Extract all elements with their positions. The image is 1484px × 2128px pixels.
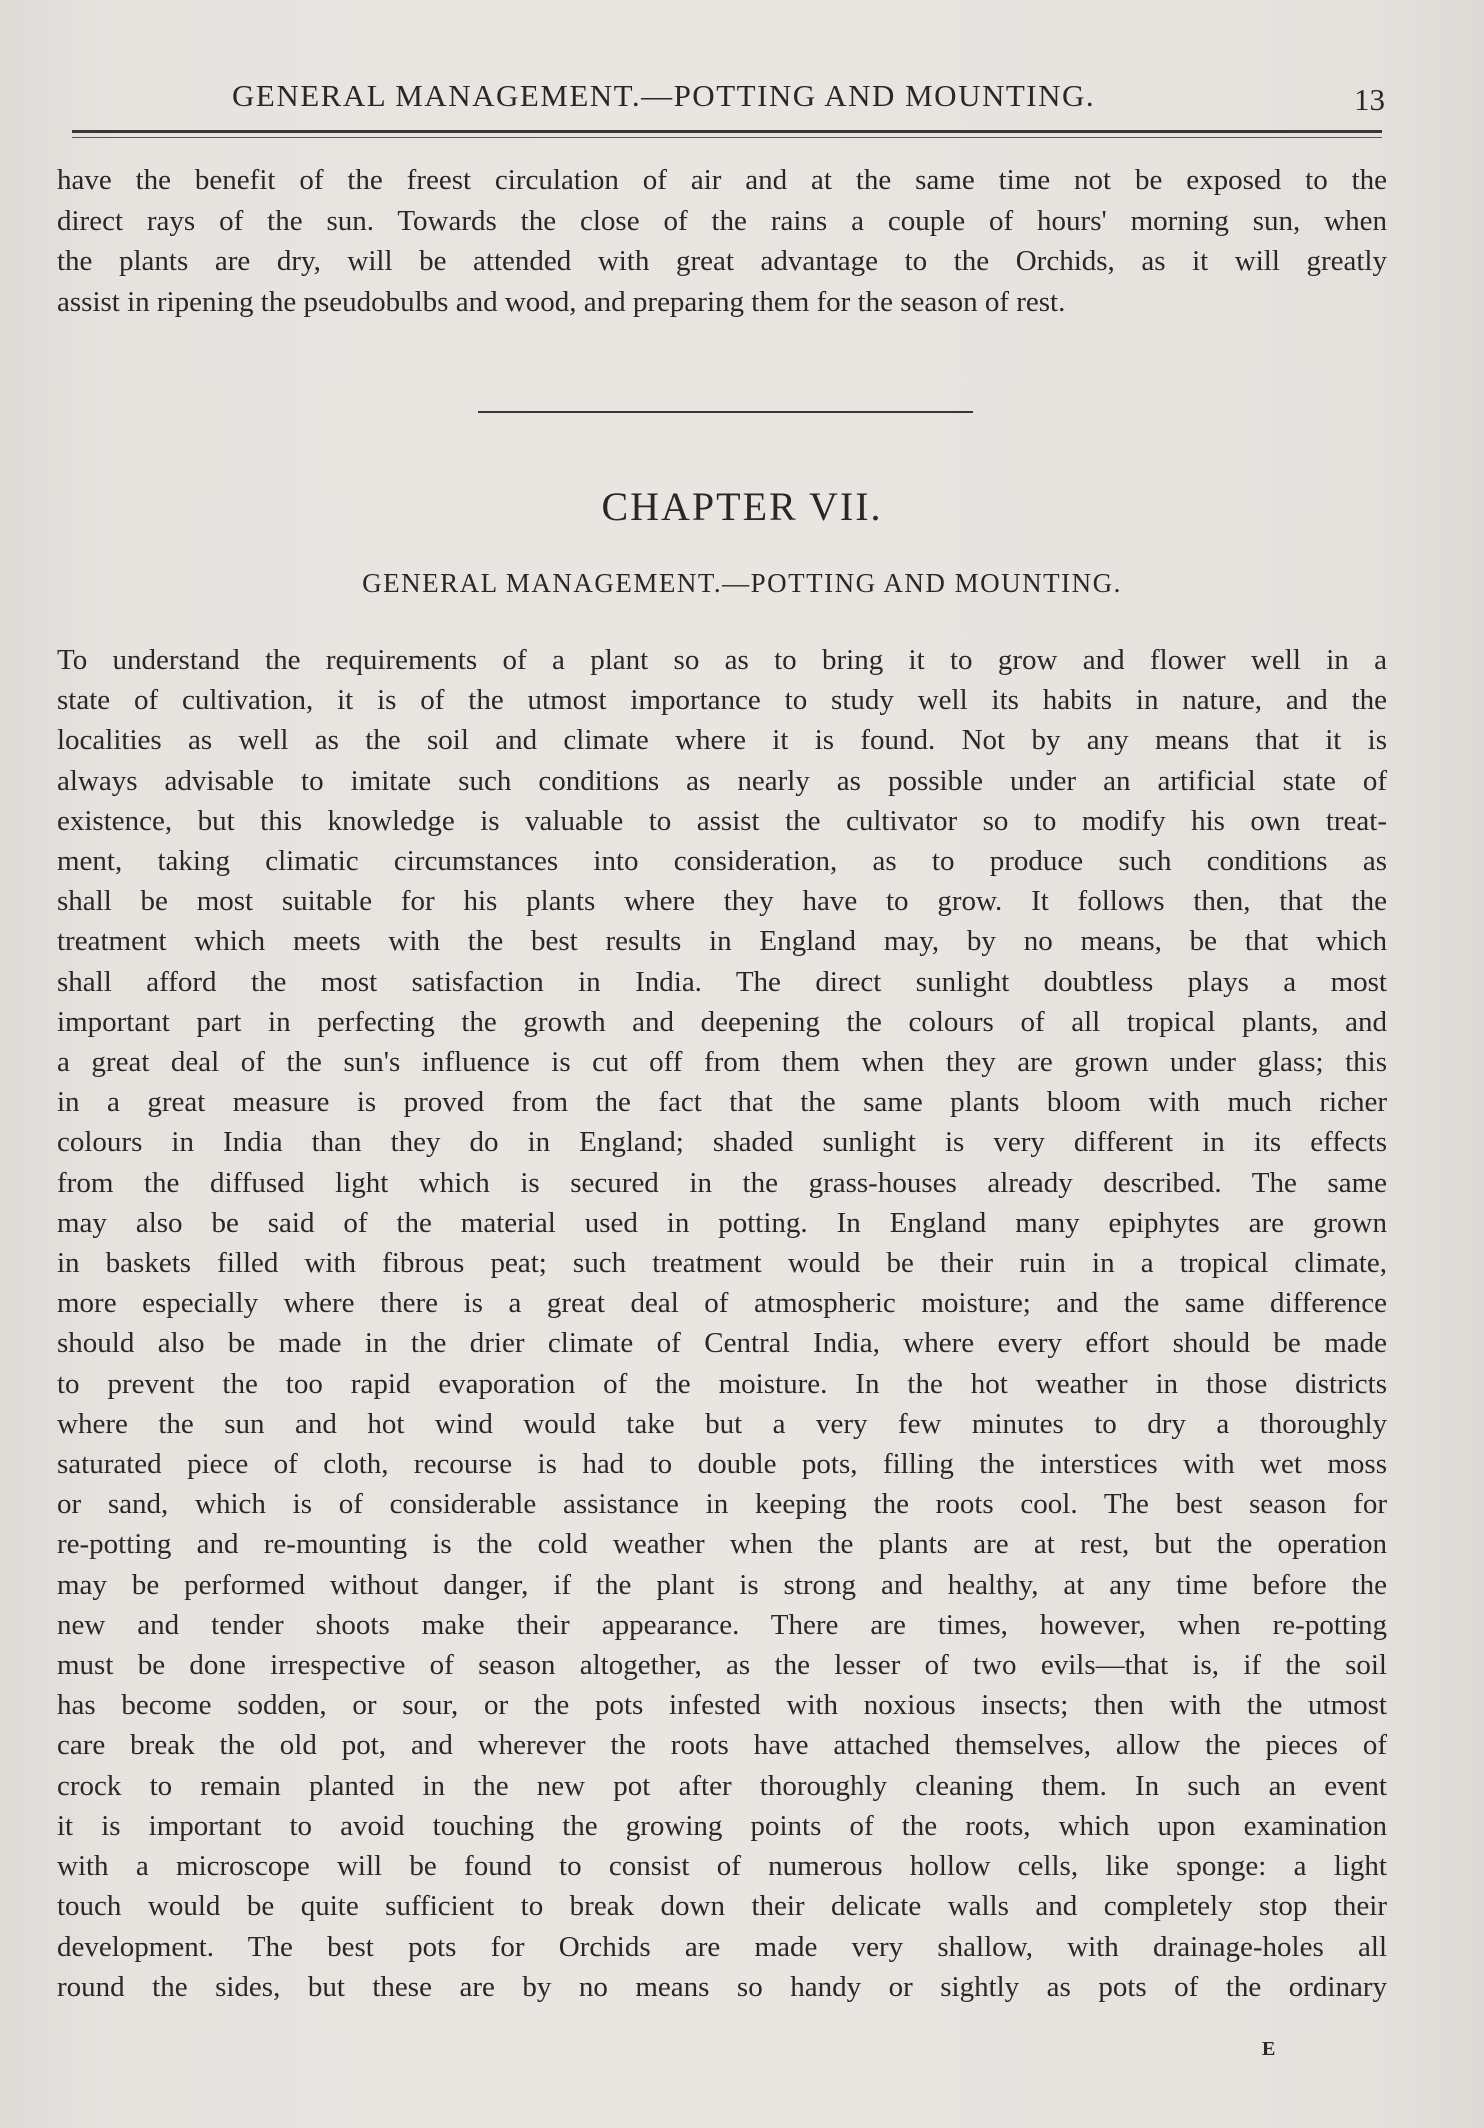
text-line: touch would be quite sufficient to break down their delicate walls and completely stop their xyxy=(57,1890,1387,1923)
text-line: round the sides, but these are by no means so handy or sightly as pots of the ordinary xyxy=(57,1970,1387,2003)
chapter-subtitle: GENERAL MANAGEMENT.—POTTING AND MOUNTING. xyxy=(362,568,1122,598)
section-divider xyxy=(478,411,973,413)
text-line: the plants are dry, will be attended with great advantage to the Orchids, as it will greatly xyxy=(57,245,1387,278)
text-line: more especially where there is a great deal of atmospheric moisture; and the same difference xyxy=(57,1287,1387,1320)
text-line: where the sun and hot wind would take but a very few minutes to dry a thoroughly xyxy=(57,1407,1387,1440)
text-line: to prevent the too rapid evaporation of the moisture. In the hot weather in those districts xyxy=(57,1367,1387,1400)
text-line: development. The best pots for Orchids are made very shallow, with drainage-holes all xyxy=(57,1930,1387,1963)
main-paragraph xyxy=(57,640,1387,2007)
text-line: ment, taking climatic circumstances into consideration, as to produce such conditions as xyxy=(57,845,1387,878)
text-line: it is important to avoid touching the growing points of the roots, which upon examination xyxy=(57,1809,1387,1842)
chapter-title: CHAPTER VII. xyxy=(601,484,883,529)
text-line: in baskets filled with fibrous peat; such treatment would be their ruin in a tropical climate, xyxy=(57,1247,1387,1280)
text-line: new and tender shoots make their appearance. There are times, however, when re-potting xyxy=(57,1608,1387,1641)
running-head xyxy=(60,78,1385,128)
text-line: from the diffused light which is secured in the grass-houses already described. The same xyxy=(57,1166,1387,1199)
text-line: have the benefit of the freest circulation of air and at the same time not be exposed to the xyxy=(57,164,1387,196)
signature-mark: E xyxy=(1262,2038,1276,2060)
text-line: colours in India than they do in England; shaded sunlight is very different in its effects xyxy=(57,1126,1387,1159)
text-line: should also be made in the drier climate of Central India, where every effort should be made xyxy=(57,1327,1387,1360)
page-number: 13 xyxy=(1354,82,1385,117)
text-line: may also be said of the material used in potting. In England many epiphytes are grown xyxy=(57,1206,1387,1239)
text-line: localities as well as the soil and climate where it is found. Not by any means that it is xyxy=(57,724,1387,757)
text-line: always advisable to imitate such conditions as nearly as possible under an artificial state of xyxy=(57,764,1387,797)
text-line: crock to remain planted in the new pot after thoroughly cleaning them. In such an event xyxy=(57,1769,1387,1802)
text-line: care break the old pot, and wherever the roots have attached themselves, allow the pieces of xyxy=(57,1729,1387,1762)
running-title: GENERAL MANAGEMENT.—POTTING AND MOUNTING. xyxy=(232,78,1096,113)
text-line: must be done irrespective of season altogether, as the lesser of two evils—that is, if the soil xyxy=(57,1649,1387,1682)
text-line: shall afford the most satisfaction in India. The direct sunlight doubtless plays a most xyxy=(57,965,1387,998)
text-line: state of cultivation, it is of the utmost importance to study well its habits in nature, and the xyxy=(57,684,1387,717)
continued-paragraph xyxy=(57,160,1387,322)
text-line: To understand the requirements of a plant so as to bring it to grow and flower well in a xyxy=(57,644,1387,676)
text-line: or sand, which is of considerable assistance in keeping the roots cool. The best season for xyxy=(57,1488,1387,1521)
text-line: important part in perfecting the growth and deepening the colours of all tropical plants, and xyxy=(57,1005,1387,1038)
text-line: has become sodden, or sour, or the pots infested with noxious insects; then with the utmost xyxy=(57,1689,1387,1722)
text-line: in a great measure is proved from the fact that the same plants bloom with much richer xyxy=(57,1086,1387,1119)
text-line: may be performed without danger, if the plant is strong and healthy, at any time before the xyxy=(57,1568,1387,1601)
text-line: direct rays of the sun. Towards the close of the rains a couple of hours' morning sun, when xyxy=(57,204,1387,237)
text-line: a great deal of the sun's influence is cut off from them when they are grown under glass; this xyxy=(57,1046,1387,1079)
header-rule xyxy=(72,130,1382,133)
text-line: with a microscope will be found to consist of numerous hollow cells, like sponge: a light xyxy=(57,1850,1387,1883)
text-line: assist in ripening the pseudobulbs and wood, and preparing them for the season of rest. xyxy=(57,285,1066,318)
text-line: saturated piece of cloth, recourse is had to double pots, filling the interstices with wet moss xyxy=(57,1448,1387,1481)
text-line: existence, but this knowledge is valuable to assist the cultivator so to modify his own treat- xyxy=(57,804,1387,837)
text-line: re-potting and re-mounting is the cold weather when the plants are at rest, but the operation xyxy=(57,1528,1387,1561)
text-line: shall be most suitable for his plants where they have to grow. It follows then, that the xyxy=(57,885,1387,918)
text-line: treatment which meets with the best results in England may, by no means, be that which xyxy=(57,925,1387,958)
header-rule-thin xyxy=(72,137,1382,138)
